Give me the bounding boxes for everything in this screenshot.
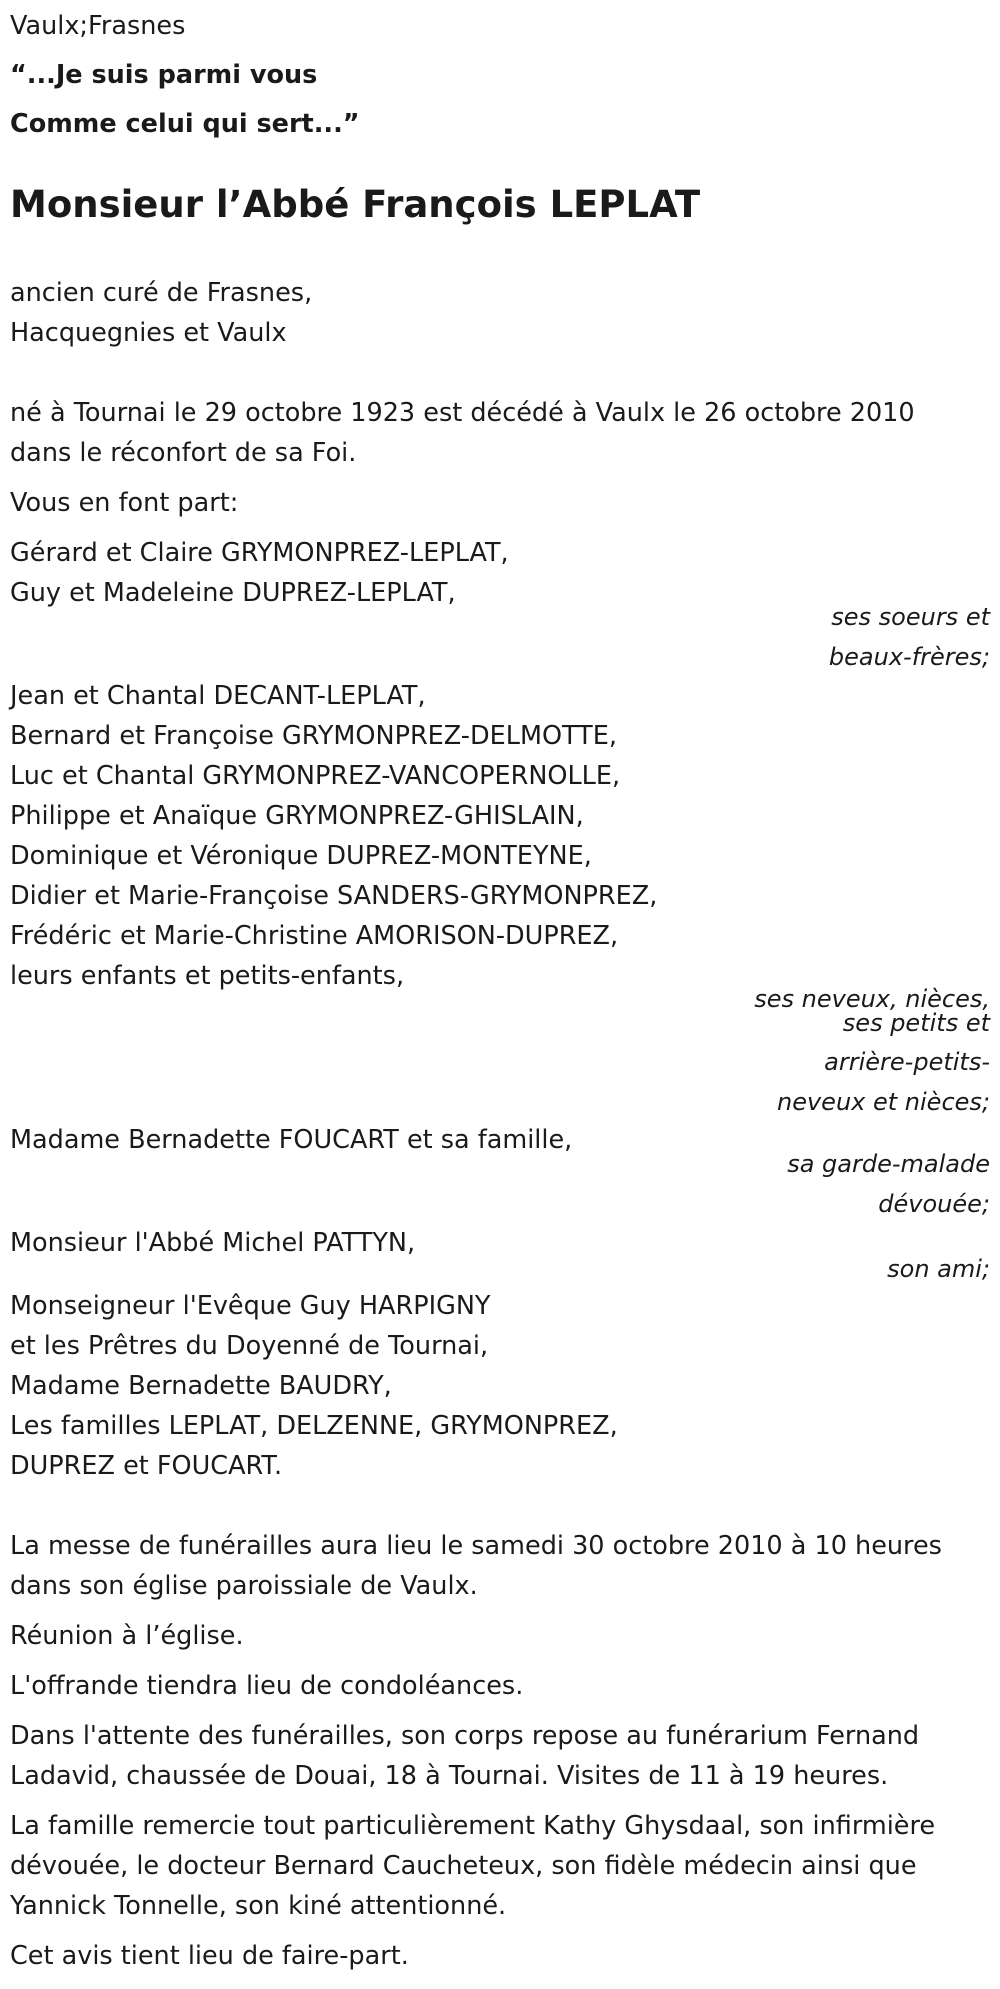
- thanks-line-3: Yannick Tonnelle, son kiné attentionné.: [10, 1891, 507, 1921]
- deceased-name-title: Monsieur l’Abbé François LEPLAT: [10, 183, 701, 226]
- clergy-line: DUPREZ et FOUCART.: [10, 1451, 283, 1481]
- role-line-1: ancien curé de Frasnes,: [10, 278, 313, 308]
- nephew-line: Frédéric et Marie-Christine AMORISON-DUPREZ,: [10, 921, 619, 951]
- clergy-line: et les Prêtres du Doyenné de Tournai,: [10, 1331, 489, 1361]
- clergy-line: Les familles LEPLAT, DELZENNE, GRYMONPREZ,: [10, 1411, 618, 1441]
- funerarium-line-2: Ladavid, chaussée de Douai, 18 à Tournai. Visites de 11 à 19 heures.: [10, 1761, 889, 1791]
- nephews-relation: neveux et nièces;: [777, 1088, 990, 1116]
- thanks-line-1: La famille remercie tout particulièrement Kathy Ghysdaal, son infirmière: [10, 1811, 936, 1841]
- clergy-line: Madame Bernadette BAUDRY,: [10, 1371, 392, 1401]
- quote-line-1: “...Je suis parmi vous: [10, 60, 318, 90]
- nephew-line: Dominique et Véronique DUPREZ-MONTEYNE,: [10, 841, 592, 871]
- nephews-relation: ses neveux, nièces,: [754, 985, 990, 1013]
- nephew-line: Didier et Marie-Françoise SANDERS-GRYMONPREZ,: [10, 881, 658, 911]
- thanks-line-2: dévouée, le docteur Bernard Caucheteux, son fidèle médecin ainsi que: [10, 1851, 917, 1881]
- nephews-relation: ses petits et: [842, 1009, 990, 1037]
- siblings-relation: ses soeurs et: [831, 603, 990, 631]
- meeting-line: Réunion à l’église.: [10, 1621, 244, 1651]
- sibling-line: Gérard et Claire GRYMONPREZ-LEPLAT,: [10, 538, 509, 568]
- nephew-line: Jean et Chantal DECANT-LEPLAT,: [10, 681, 426, 711]
- nephews-relation: arrière-petits-: [824, 1048, 990, 1076]
- funerarium-line-1: Dans l'attente des funérailles, son corps repose au funérarium Fernand: [10, 1721, 920, 1751]
- offering-line: L'offrande tiendra lieu de condoléances.: [10, 1671, 524, 1701]
- clergy-line: Monseigneur l'Evêque Guy HARPIGNY: [10, 1291, 491, 1321]
- mass-line-1: La messe de funérailles aura lieu le samedi 30 octobre 2010 à 10 heures: [10, 1531, 942, 1561]
- nephew-line: Philippe et Anaïque GRYMONPREZ-GHISLAIN,: [10, 801, 584, 831]
- caregiver-line: Madame Bernadette FOUCART et sa famille,: [10, 1125, 573, 1155]
- caregiver-relation: sa garde-malade: [787, 1150, 990, 1178]
- nephew-line: leurs enfants et petits-enfants,: [10, 961, 405, 991]
- mass-line-2: dans son église paroissiale de Vaulx.: [10, 1571, 478, 1601]
- nephew-line: Bernard et Françoise GRYMONPREZ-DELMOTTE,: [10, 721, 617, 751]
- nephew-line: Luc et Chantal GRYMONPREZ-VANCOPERNOLLE,: [10, 761, 621, 791]
- sibling-line: Guy et Madeleine DUPREZ-LEPLAT,: [10, 578, 456, 608]
- friend-line: Monsieur l'Abbé Michel PATTYN,: [10, 1228, 416, 1258]
- birth-death-line-2: dans le réconfort de sa Foi.: [10, 438, 357, 468]
- announcement-line: Vous en font part:: [10, 488, 239, 518]
- caregiver-relation: dévouée;: [878, 1190, 990, 1218]
- quote-line-2: Comme celui qui sert...”: [10, 109, 360, 139]
- siblings-relation: beaux-frères;: [828, 643, 990, 671]
- closing-line: Cet avis tient lieu de faire-part.: [10, 1941, 409, 1971]
- location-line: Vaulx;Frasnes: [10, 11, 186, 41]
- birth-death-line-1: né à Tournai le 29 octobre 1923 est décédé à Vaulx le 26 octobre 2010: [10, 398, 915, 428]
- role-line-2: Hacquegnies et Vaulx: [10, 318, 287, 348]
- friend-relation: son ami;: [887, 1255, 990, 1283]
